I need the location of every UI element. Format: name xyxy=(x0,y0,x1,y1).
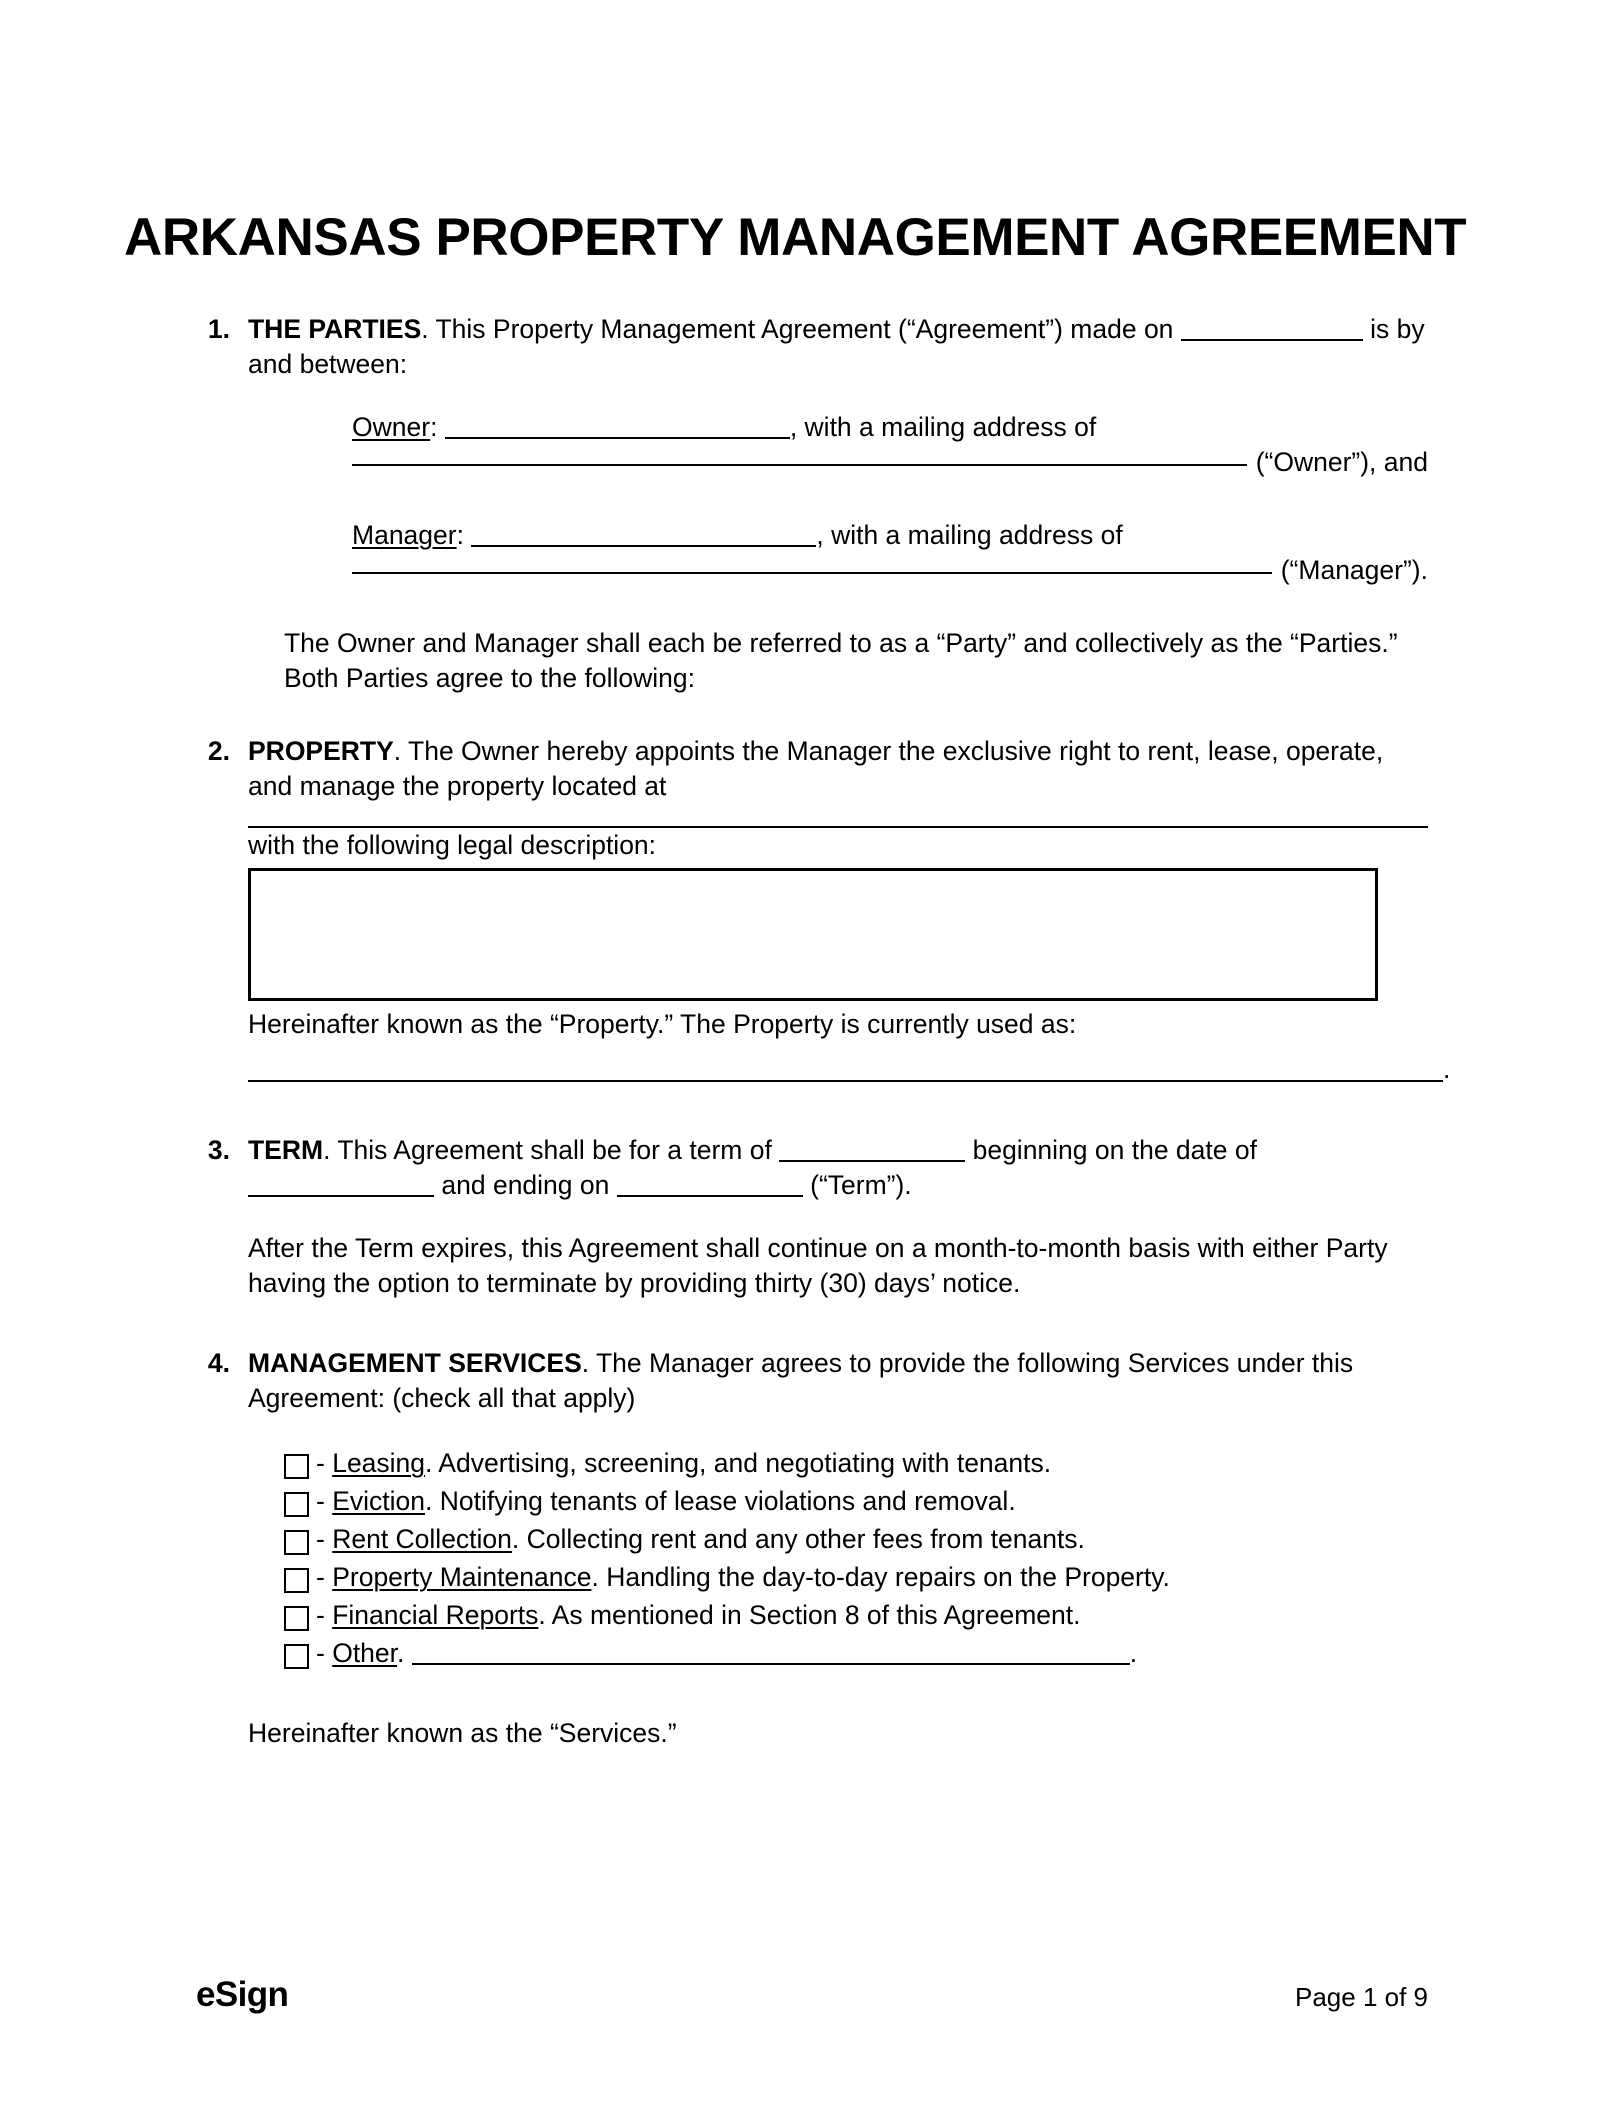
clause-term xyxy=(196,1133,1428,1301)
list-item[interactable] xyxy=(284,1488,1428,1517)
checkbox-financial-reports[interactable] xyxy=(284,1606,309,1631)
option-title: Property Maintenance xyxy=(332,1562,592,1593)
term-length-input[interactable] xyxy=(779,1160,965,1162)
parties-intro xyxy=(248,312,1428,382)
owner-closing: (“Owner”), and xyxy=(1255,446,1428,477)
property-intro xyxy=(248,734,1428,804)
other-service-input[interactable] xyxy=(412,1663,1130,1665)
property-hereinafter: Hereinafter known as the “Property.” The Property is currently used as: xyxy=(248,1008,1077,1039)
management-services-text: . The Manager agrees to provide the following Services under this Agreement: (check all that apply) xyxy=(248,1348,1354,1414)
dash: - xyxy=(316,1638,325,1669)
clause-property xyxy=(196,734,1451,1087)
checkbox-eviction[interactable] xyxy=(284,1492,309,1517)
checkbox-leasing[interactable] xyxy=(284,1454,309,1479)
option-description: . Handling the day-to-day repairs on the Property. xyxy=(591,1562,1170,1593)
parties-paragraph: The Owner and Manager shall each be referred to as a “Party” and collectively as the “Parties.” Both Parties agree to the following: xyxy=(284,627,1398,693)
owner-tail: , with a mailing address of xyxy=(789,411,1097,442)
list-item-label xyxy=(316,1602,1081,1629)
owner-label: Owner xyxy=(352,411,431,442)
manager-closing: (“Manager”). xyxy=(1280,554,1428,585)
option-description: . As mentioned in Section 8 of this Agreement. xyxy=(538,1600,1081,1631)
list-item-label xyxy=(316,1564,1170,1591)
option-description: . xyxy=(397,1638,405,1669)
option-description: . Advertising, screening, and negotiating with tenants. xyxy=(425,1448,1052,1479)
clause-number-4: 4. xyxy=(207,1348,230,1379)
list-item[interactable] xyxy=(284,1602,1428,1631)
owner-address-input[interactable] xyxy=(352,464,1247,466)
document-body xyxy=(196,312,1451,1751)
owner-colon: : xyxy=(430,411,438,442)
option-description: . Collecting rent and any other fees from tenants. xyxy=(511,1524,1085,1555)
legal-description-label: with the following legal description: xyxy=(248,829,657,860)
clause-number-3: 3. xyxy=(207,1134,230,1165)
owner-line xyxy=(352,410,1428,445)
property-used-as-input[interactable] xyxy=(248,1080,1443,1082)
property-used-as-row xyxy=(248,1052,1451,1087)
option-title: Eviction xyxy=(332,1486,425,1517)
dash: - xyxy=(316,1448,325,1479)
term-heading: TERM xyxy=(248,1134,324,1165)
dash: - xyxy=(316,1600,325,1631)
checkbox-other[interactable] xyxy=(284,1644,309,1669)
term-t2: beginning on the date of xyxy=(972,1134,1257,1165)
term-intro xyxy=(248,1133,1428,1203)
manager-line xyxy=(352,518,1428,553)
checkbox-rent-collection[interactable] xyxy=(284,1530,309,1555)
list-item[interactable] xyxy=(284,1450,1428,1479)
manager-colon: : xyxy=(456,519,464,550)
manager-label: Manager xyxy=(352,519,457,550)
services-checkbox-list xyxy=(284,1450,1428,1669)
term-t1: . This Agreement shall be for a term of xyxy=(323,1134,772,1165)
services-closing: Hereinafter known as the “Services.” xyxy=(248,1718,677,1749)
list-item-label xyxy=(316,1488,1016,1515)
other-trailing: . xyxy=(1129,1638,1138,1669)
page-number: Page 1 of 9 xyxy=(1295,1982,1428,2012)
page-footer xyxy=(196,1975,1428,2015)
legal-description-textarea[interactable] xyxy=(248,868,1378,1001)
option-title: Financial Reports xyxy=(332,1600,539,1631)
parties-intro-before: . This Property Management Agreement (“Agreement”) made on xyxy=(421,314,1174,344)
option-title: Leasing xyxy=(332,1448,426,1479)
option-title: Rent Collection xyxy=(332,1524,512,1555)
management-services-intro xyxy=(248,1346,1428,1416)
parties-heading: THE PARTIES xyxy=(248,314,422,344)
manager-name-input[interactable] xyxy=(471,545,816,547)
term-start-date-input[interactable] xyxy=(248,1195,434,1197)
list-item[interactable] xyxy=(284,1564,1428,1593)
list-item-label xyxy=(316,1450,1051,1477)
clause-number-2: 2. xyxy=(207,735,230,766)
dash: - xyxy=(316,1524,325,1555)
option-title: Other xyxy=(332,1638,398,1669)
clause-the-parties xyxy=(196,312,1428,696)
list-item-label xyxy=(316,1640,1137,1667)
property-text: . The Owner hereby appoints the Manager the exclusive right to rent, lease, operate, and manage the property located at xyxy=(248,735,1384,801)
manager-address-line xyxy=(352,553,1428,588)
dash: - xyxy=(316,1486,325,1517)
management-services-heading: MANAGEMENT SERVICES xyxy=(248,1348,582,1379)
parties-intro-after: is by and between: xyxy=(248,314,1425,379)
manager-address-input[interactable] xyxy=(352,572,1272,574)
list-item[interactable] xyxy=(284,1526,1428,1555)
page-title: ARKANSAS PROPERTY MANAGEMENT AGREEMENT xyxy=(124,207,1467,267)
esign-logo: eSign xyxy=(196,1975,289,2014)
list-item[interactable] xyxy=(284,1640,1428,1669)
dash: - xyxy=(316,1562,325,1593)
clause-management-services xyxy=(196,1346,1428,1751)
term-t4: (“Term”). xyxy=(810,1169,912,1200)
manager-block xyxy=(352,518,1428,588)
option-description: . Notifying tenants of lease violations and removal. xyxy=(425,1486,1016,1517)
owner-block xyxy=(352,410,1428,480)
list-item-label xyxy=(316,1526,1085,1553)
property-used-as-period: . xyxy=(1443,1053,1451,1084)
term-t3: and ending on xyxy=(441,1169,610,1200)
checkbox-property-maintenance[interactable] xyxy=(284,1568,309,1593)
property-heading: PROPERTY xyxy=(248,735,394,766)
owner-name-input[interactable] xyxy=(445,437,790,439)
owner-address-line xyxy=(352,445,1428,480)
term-end-date-input[interactable] xyxy=(617,1195,803,1197)
term-paragraph: After the Term expires, this Agreement shall continue on a month-to-month basis with either Party having the option to terminate by providing thirty (30) days’ notice. xyxy=(248,1232,1388,1298)
agreement-date-input[interactable] xyxy=(1181,339,1363,341)
clause-number-1: 1. xyxy=(207,314,230,344)
manager-tail: , with a mailing address of xyxy=(816,519,1123,550)
